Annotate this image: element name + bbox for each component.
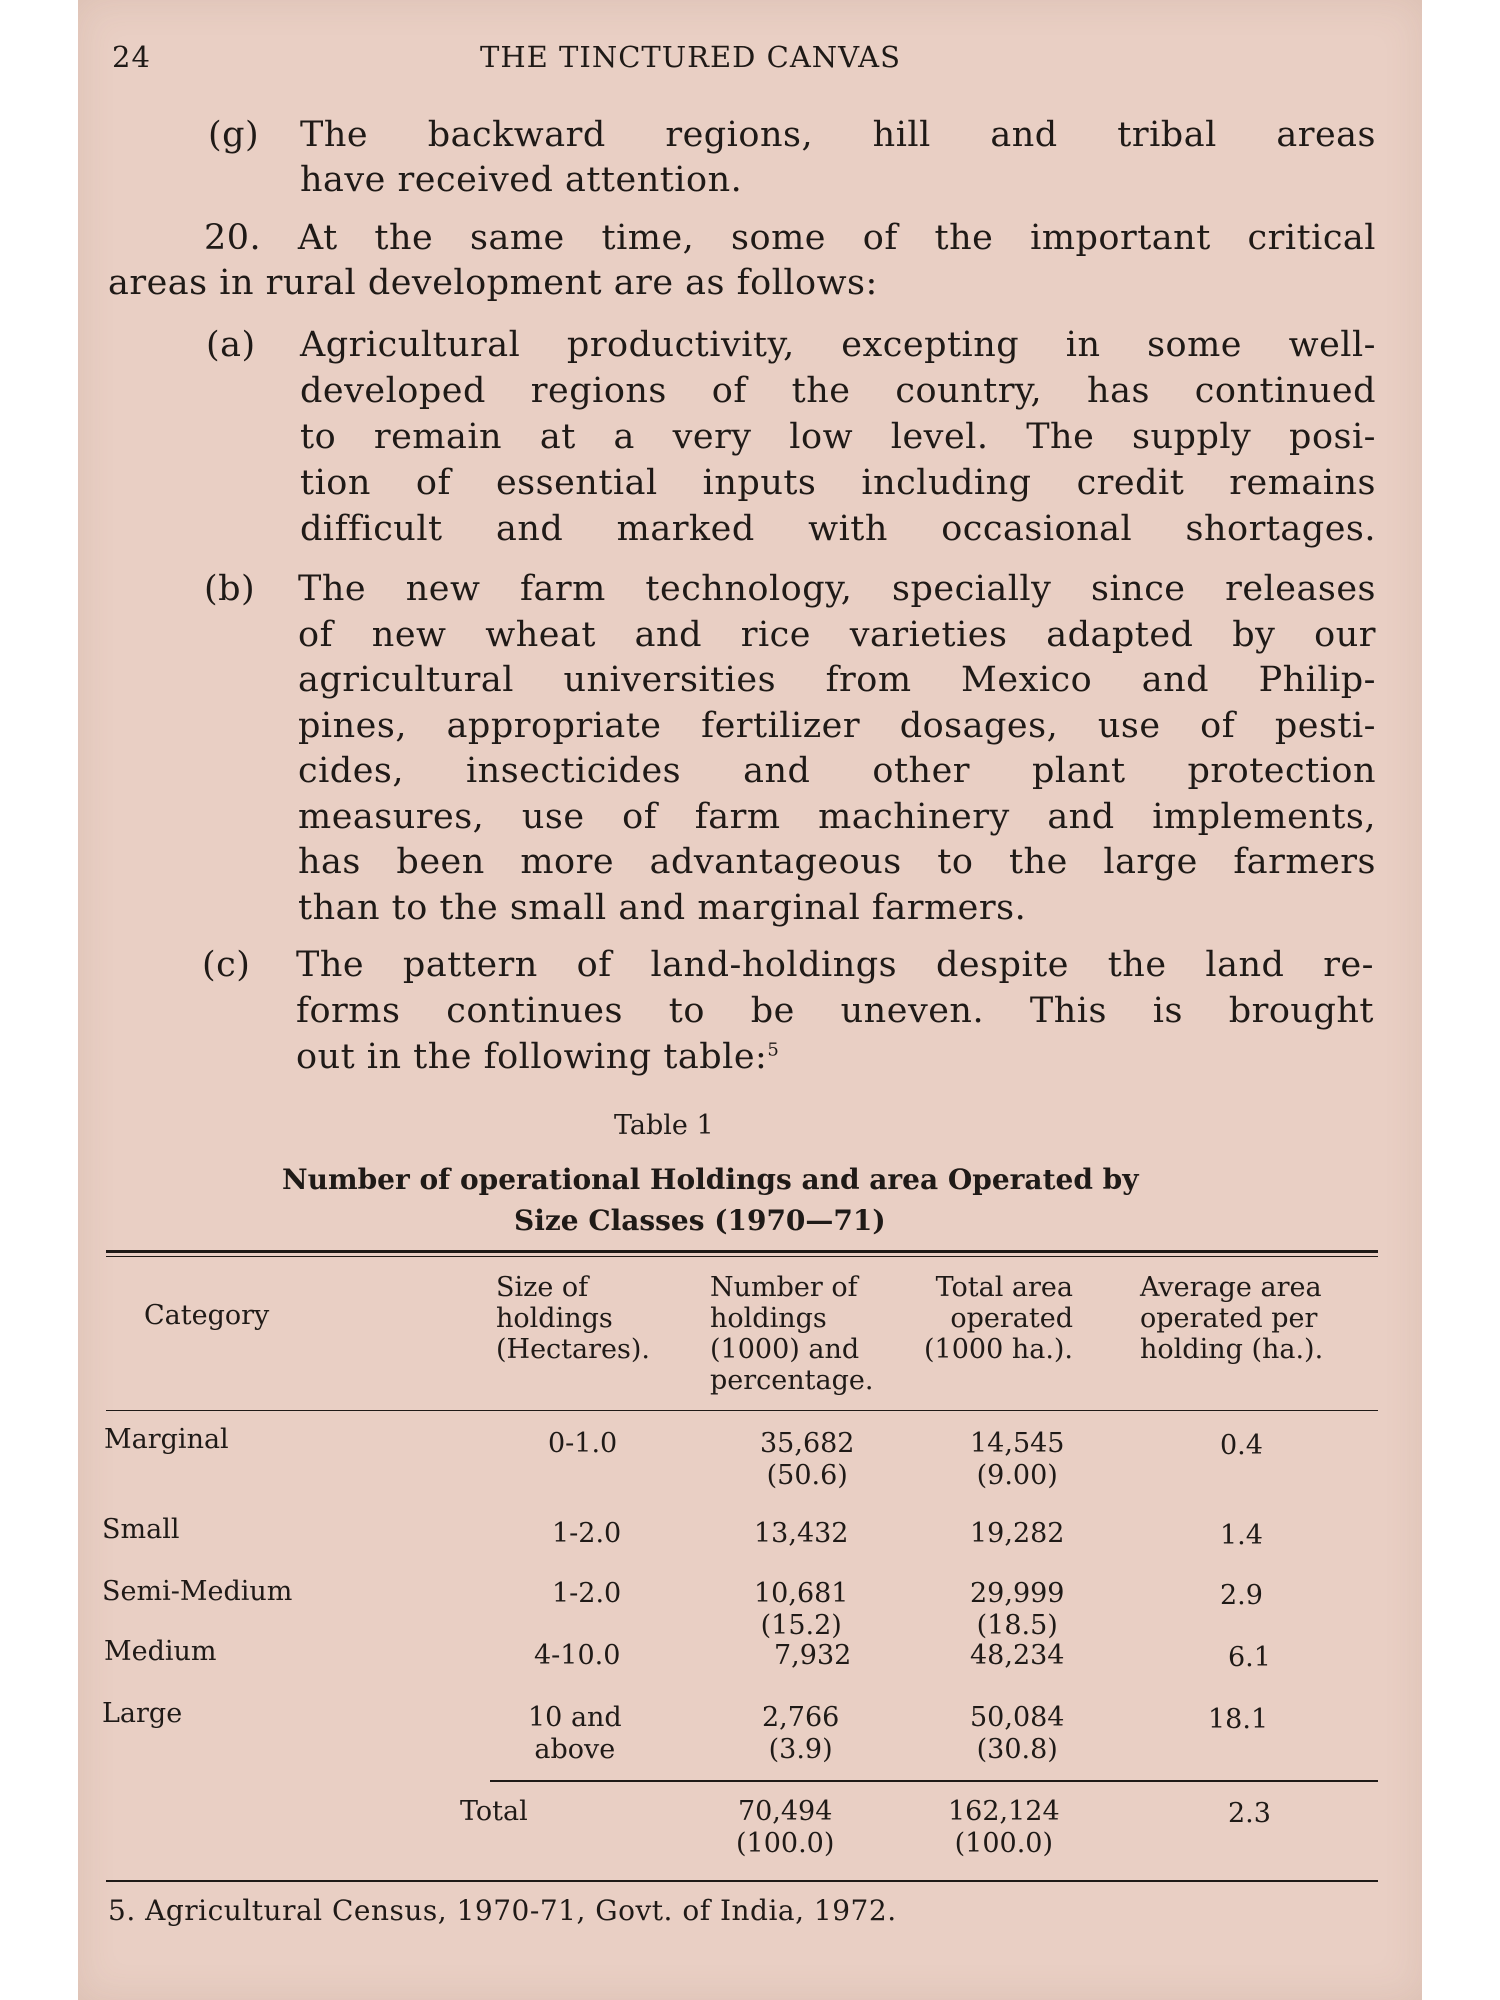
total-number xyxy=(736,1796,834,1860)
text-line: forms continues to be uneven. This is brought xyxy=(296,991,1374,1031)
cell-line: 162,124 xyxy=(948,1796,1060,1827)
cell-line: above xyxy=(534,1734,616,1765)
cell-line: (3.9) xyxy=(768,1734,833,1765)
header-line: holdings xyxy=(496,1303,613,1334)
table-caption: Table 1 xyxy=(614,1110,714,1141)
table-rule-top-thin xyxy=(106,1256,1378,1257)
header-number xyxy=(710,1272,873,1396)
footnote-ref: 5 xyxy=(767,1039,780,1061)
header-size xyxy=(496,1272,650,1365)
table-rule-top xyxy=(106,1250,1378,1253)
row-large-number xyxy=(762,1702,839,1766)
header-line: Average area xyxy=(1140,1272,1322,1303)
header-line: (1000 ha.). xyxy=(924,1334,1074,1365)
cell-line: 50,084 xyxy=(970,1702,1065,1733)
cell-line: 2,766 xyxy=(762,1702,840,1733)
running-title: THE TINCTURED CANVAS xyxy=(480,40,901,74)
row-semi-medium-number xyxy=(754,1578,848,1642)
text-line: The backward regions, hill and tribal areas xyxy=(300,115,1376,155)
header-line: operated per xyxy=(1140,1303,1318,1334)
row-semi-medium-average: 2.9 xyxy=(1220,1580,1263,1611)
row-small-average: 1.4 xyxy=(1220,1520,1263,1551)
row-semi-medium-size: 1-2.0 xyxy=(552,1578,622,1609)
header-line: Number of xyxy=(710,1272,858,1303)
cell-line: 35,682 xyxy=(760,1428,855,1459)
table-rule-header xyxy=(106,1410,1378,1411)
text-line: pines, appropriate fertilizer dosages, use of pesti- xyxy=(298,706,1376,746)
page-number: 24 xyxy=(112,40,151,74)
text-line: of new wheat and rice varieties adapted by our xyxy=(298,615,1376,655)
text-line: than to the small and marginal farmers. xyxy=(298,888,1027,928)
text-line: Agricultural productivity, excepting in some well- xyxy=(300,325,1376,365)
row-semi-medium-area xyxy=(970,1578,1064,1642)
header-line: percentage. xyxy=(710,1365,874,1396)
cell-line: (9.00) xyxy=(976,1460,1058,1491)
row-medium-number: 7,932 xyxy=(774,1640,852,1671)
text-line: difficult and marked with occasional shortages. xyxy=(300,509,1376,549)
item-g-label: (g) xyxy=(208,115,260,155)
footnote xyxy=(108,1894,897,1927)
total-area xyxy=(948,1796,1060,1860)
table-rule-bottom xyxy=(106,1880,1378,1882)
header-line: holdings xyxy=(710,1303,827,1334)
text-line: The pattern of land-holdings despite the land re- xyxy=(296,945,1374,985)
book-page xyxy=(78,0,1422,2000)
row-marginal-category: Marginal xyxy=(104,1424,229,1455)
row-medium-average: 6.1 xyxy=(1228,1642,1271,1673)
text-line: to remain at a very low level. The supply posi- xyxy=(300,417,1376,457)
text-line: measures, use of farm machinery and implements, xyxy=(298,797,1376,837)
header-line: Total area xyxy=(935,1272,1074,1303)
cell-line: 14,545 xyxy=(970,1428,1065,1459)
text-line: developed regions of the country, has continued xyxy=(300,371,1376,411)
cell-line: 29,999 xyxy=(970,1578,1065,1609)
cell-line: (100.0) xyxy=(736,1828,835,1859)
row-marginal-size: 0-1.0 xyxy=(548,1428,618,1459)
row-marginal-area xyxy=(970,1428,1064,1492)
row-marginal-number xyxy=(760,1428,854,1492)
footnote-number: 5. xyxy=(108,1894,136,1927)
footnote-text: Agricultural Census, 1970-71, Govt. of India, 1972. xyxy=(145,1894,897,1927)
table-title-line-2: Size Classes (1970—71) xyxy=(514,1204,886,1237)
total-label: Total xyxy=(460,1796,528,1827)
row-medium-category: Medium xyxy=(104,1636,217,1667)
item-b-label: (b) xyxy=(204,569,256,609)
header-line: (Hectares). xyxy=(496,1334,650,1365)
header-line: Size of xyxy=(496,1272,589,1303)
row-small-area: 19,282 xyxy=(970,1518,1065,1549)
text-line xyxy=(296,1037,779,1077)
cell-line: (30.8) xyxy=(976,1734,1058,1765)
row-large-area xyxy=(970,1702,1064,1766)
cell-line: (50.6) xyxy=(766,1460,848,1491)
header-line: operated xyxy=(950,1303,1074,1334)
text-line: has been more advantageous to the large farmers xyxy=(298,842,1376,882)
table-title-line-1: Number of operational Holdings and area Operated by xyxy=(282,1163,1139,1196)
row-small-category: Small xyxy=(102,1514,180,1545)
row-large-size xyxy=(528,1702,622,1766)
cell-line: 10 and xyxy=(528,1702,622,1733)
cell-line: (18.5) xyxy=(976,1610,1058,1641)
row-large-average: 18.1 xyxy=(1208,1704,1269,1735)
text-line: areas in rural development are as follows: xyxy=(108,263,878,303)
row-medium-area: 48,234 xyxy=(970,1640,1065,1671)
row-large-category: Large xyxy=(102,1698,183,1729)
row-marginal-average: 0.4 xyxy=(1220,1430,1263,1461)
text-line-content: out in the following table: xyxy=(296,1037,768,1077)
cell-line: (15.2) xyxy=(760,1610,842,1641)
cell-line: 10,681 xyxy=(754,1578,849,1609)
row-small-size: 1-2.0 xyxy=(552,1518,622,1549)
row-small-number: 13,432 xyxy=(754,1518,849,1549)
header-category: Category xyxy=(144,1300,270,1331)
header-line: holding (ha.). xyxy=(1140,1334,1324,1365)
text-line: The new farm technology, specially since releases xyxy=(298,569,1376,609)
text-line: tion of essential inputs including credit remains xyxy=(300,463,1376,503)
cell-line: 70,494 xyxy=(737,1796,833,1827)
header-line: (1000) and xyxy=(710,1334,860,1365)
row-medium-size: 4-10.0 xyxy=(534,1640,621,1671)
text-line: cides, insecticides and other plant protection xyxy=(298,751,1376,791)
text-line: agricultural universities from Mexico and Philip- xyxy=(298,660,1376,700)
header-average-area xyxy=(1140,1272,1323,1365)
header-total-area xyxy=(924,1272,1073,1365)
text-line: have received attention. xyxy=(300,160,743,200)
item-c-label: (c) xyxy=(202,945,251,985)
row-semi-medium-category: Semi-Medium xyxy=(102,1576,293,1607)
item-a-label: (a) xyxy=(206,325,256,365)
total-average: 2.3 xyxy=(1228,1798,1271,1829)
table-rule-total xyxy=(490,1780,1378,1782)
text-line: 20. At the same time, some of the important critical xyxy=(204,218,1376,258)
cell-line: (100.0) xyxy=(954,1828,1054,1859)
